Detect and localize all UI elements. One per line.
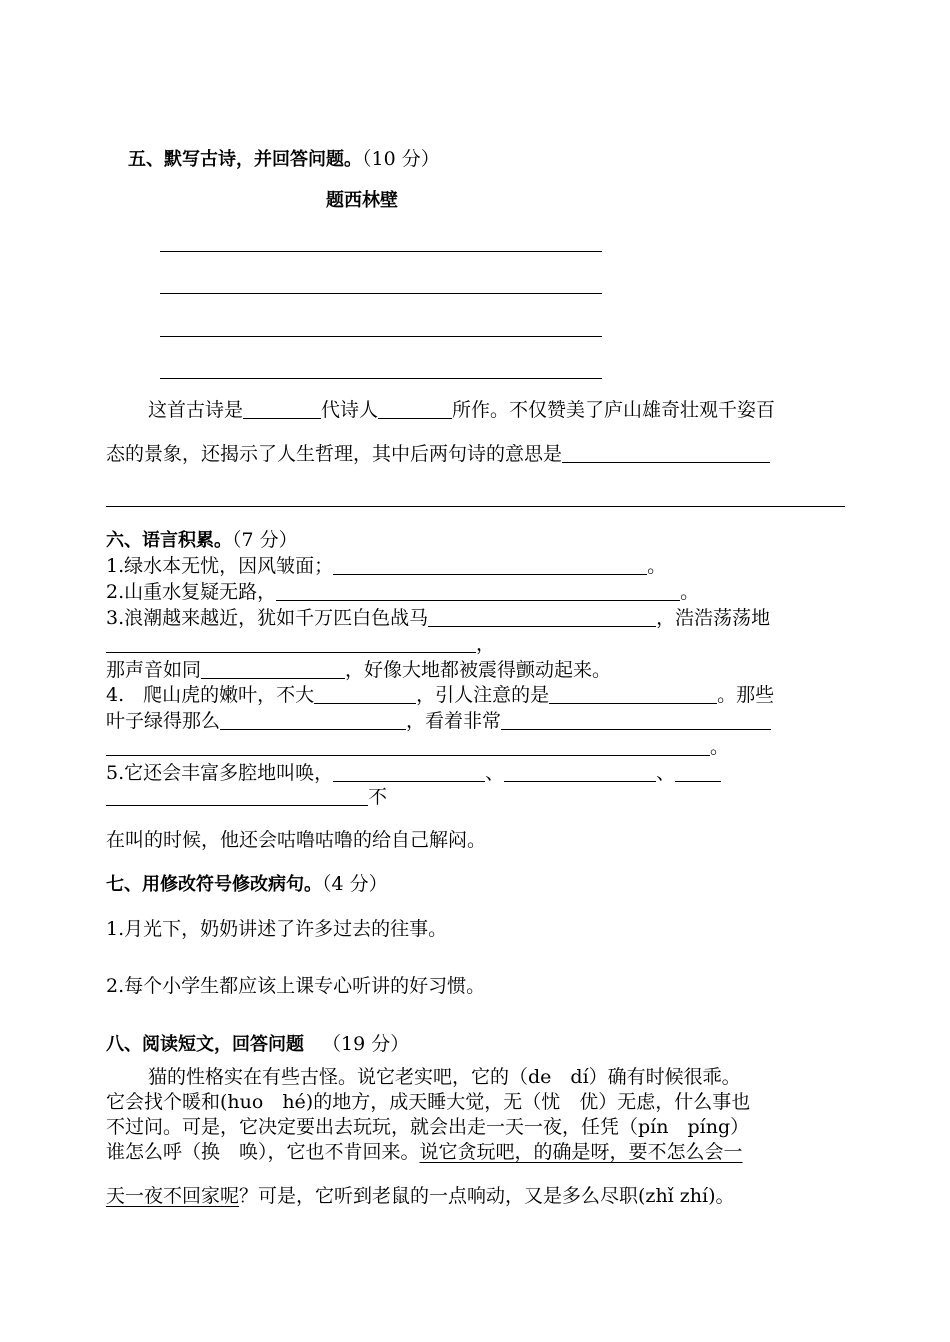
s6-q3-text-c: ， (476, 633, 496, 655)
s6-q2 (106, 579, 699, 605)
s6-q4-text-d: 叶子绿得那么 (106, 710, 221, 732)
s6-q4-blank-3[interactable] (220, 709, 406, 730)
para1-text-c: 所作。不仅赞美了庐山雄奇壮观千姿百 (452, 399, 776, 421)
section5-heading: 五、默写古诗，并回答问题。 (128, 149, 362, 170)
s6-q5-line2 (106, 784, 387, 810)
s6-q5-text-b: 不 (368, 786, 388, 808)
section7-title (106, 871, 388, 898)
s6-q4-blank-4[interactable] (501, 709, 771, 730)
s6-q3 (106, 605, 770, 631)
section5-title (128, 146, 440, 173)
s6-q1-end: 。 (647, 555, 667, 577)
section8-title (106, 1031, 409, 1058)
poem-line-3-blank[interactable] (160, 336, 602, 337)
s6-q2-text: 2.山重水复疑无路， (106, 581, 277, 603)
s6-q5-blank-3[interactable] (675, 761, 721, 782)
s6-q2-end: 。 (680, 581, 700, 603)
s6-q5-text: 5.它还会丰富多腔地叫唤， (106, 762, 334, 784)
passage-line-4 (106, 1139, 743, 1165)
s6-q4 (106, 682, 774, 708)
section8-heading: 八、阅读短文，回答问题 (106, 1034, 304, 1055)
s6-q3-line2 (106, 631, 495, 657)
s6-q5-blank-1[interactable] (333, 761, 485, 782)
s6-q4-line2 (106, 708, 771, 734)
poet-blank[interactable] (378, 398, 452, 419)
poem-title: 题西林壁 (326, 190, 398, 211)
s6-q3-blank-1[interactable] (428, 606, 656, 627)
s6-q3-text: 3.浪潮越来越近，犹如千万匹白色战马 (106, 607, 429, 629)
s6-q3-blank-3[interactable] (201, 658, 345, 679)
para2-text: 态的景象，还揭示了人生哲理，其中后两句诗的意思是 (106, 443, 563, 465)
s6-q5-sep-1: 、 (485, 762, 505, 784)
poem-line-2-blank[interactable] (160, 293, 602, 294)
section5-score: （10 分） (362, 148, 440, 170)
passage-line-4-text: 谁怎么呼（换 唤），它也不肯回来。 (106, 1141, 420, 1163)
s6-q3-text-b: ，浩浩荡荡地 (656, 607, 771, 629)
section5-para1 (148, 397, 775, 423)
s6-q2-blank[interactable] (276, 580, 680, 601)
s7-q1: 1.月光下，奶奶讲述了许多过去的往事。 (106, 918, 448, 940)
s6-q5-line3: 在叫的时候，他还会咕噜咕噜的给自己解闷。 (106, 829, 487, 851)
s6-q4-text-f: 。 (710, 736, 730, 758)
s6-q4-text-c: 。那些 (717, 684, 775, 706)
s6-q3-text-d: 那声音如同 (106, 659, 202, 681)
section6-score: （7 分） (232, 529, 298, 551)
passage-line-3: 不过问。可是，它决定要出去玩玩，就会出走一天一夜，任凭（pín píng） (106, 1116, 750, 1138)
s6-q1-blank[interactable] (333, 554, 647, 575)
s6-q4-blank-5[interactable] (106, 735, 710, 756)
s6-q4-blank-1[interactable] (314, 683, 416, 704)
section7-score: （4 分） (322, 873, 388, 895)
s6-q5-blank-2[interactable] (504, 761, 656, 782)
dynasty-blank[interactable] (243, 398, 321, 419)
s6-q3-blank-2[interactable] (106, 632, 476, 653)
passage-line-1: 猫的性格实在有些古怪。说它老实吧，它的（de dí）确有时候很乖。 (148, 1066, 741, 1088)
section5-para2 (106, 441, 770, 467)
s6-q4-blank-2[interactable] (549, 683, 717, 704)
s6-q4-text-e: ，看着非常 (406, 710, 502, 732)
s6-q3-line3 (106, 657, 611, 683)
s6-q4-line3 (106, 734, 729, 760)
passage-underlined-2: 天一夜不回家呢 (106, 1185, 240, 1207)
passage-line-5-text: ？可是，它听到老鼠的一点响动，又是多么尽职(zhǐ zhí)。 (239, 1185, 735, 1207)
s6-q3-text-e: ，好像大地都被震得颤动起来。 (345, 659, 612, 681)
para1-text-a: 这首古诗是 (148, 399, 244, 421)
s6-q4-text-b: ，引人注意的是 (416, 684, 550, 706)
s6-q1-text: 1.绿水本无忧，因风皱面； (106, 555, 334, 577)
s6-q1 (106, 553, 666, 579)
s6-q5-blank-4[interactable] (106, 785, 368, 806)
meaning-blank-1[interactable] (562, 442, 770, 463)
poem-line-1-blank[interactable] (160, 251, 602, 252)
section7-heading: 七、用修改符号修改病句。 (106, 874, 322, 895)
passage-underlined-1: 说它贪玩吧，的确是呀，要不怎么会一 (419, 1141, 743, 1163)
s7-q2: 2.每个小学生都应该上课专心听讲的好习惯。 (106, 975, 486, 997)
meaning-blank-2[interactable] (106, 506, 845, 507)
poem-line-4-blank[interactable] (160, 378, 602, 379)
section6-title (106, 527, 298, 554)
section6-heading: 六、语言积累。 (106, 530, 232, 551)
passage-line-2: 它会找个暖和(huo hé)的地方，成天睡大觉，无（忧 优）无虑，什么事也 (106, 1091, 751, 1113)
s6-q5-sep-2: 、 (656, 762, 676, 784)
passage-line-5 (106, 1183, 735, 1209)
s6-q4-text: 4. 爬山虎的嫩叶，不大 (106, 684, 315, 706)
para1-text-b: 代诗人 (321, 399, 379, 421)
s6-q5 (106, 760, 721, 786)
section8-score: （19 分） (322, 1033, 410, 1055)
